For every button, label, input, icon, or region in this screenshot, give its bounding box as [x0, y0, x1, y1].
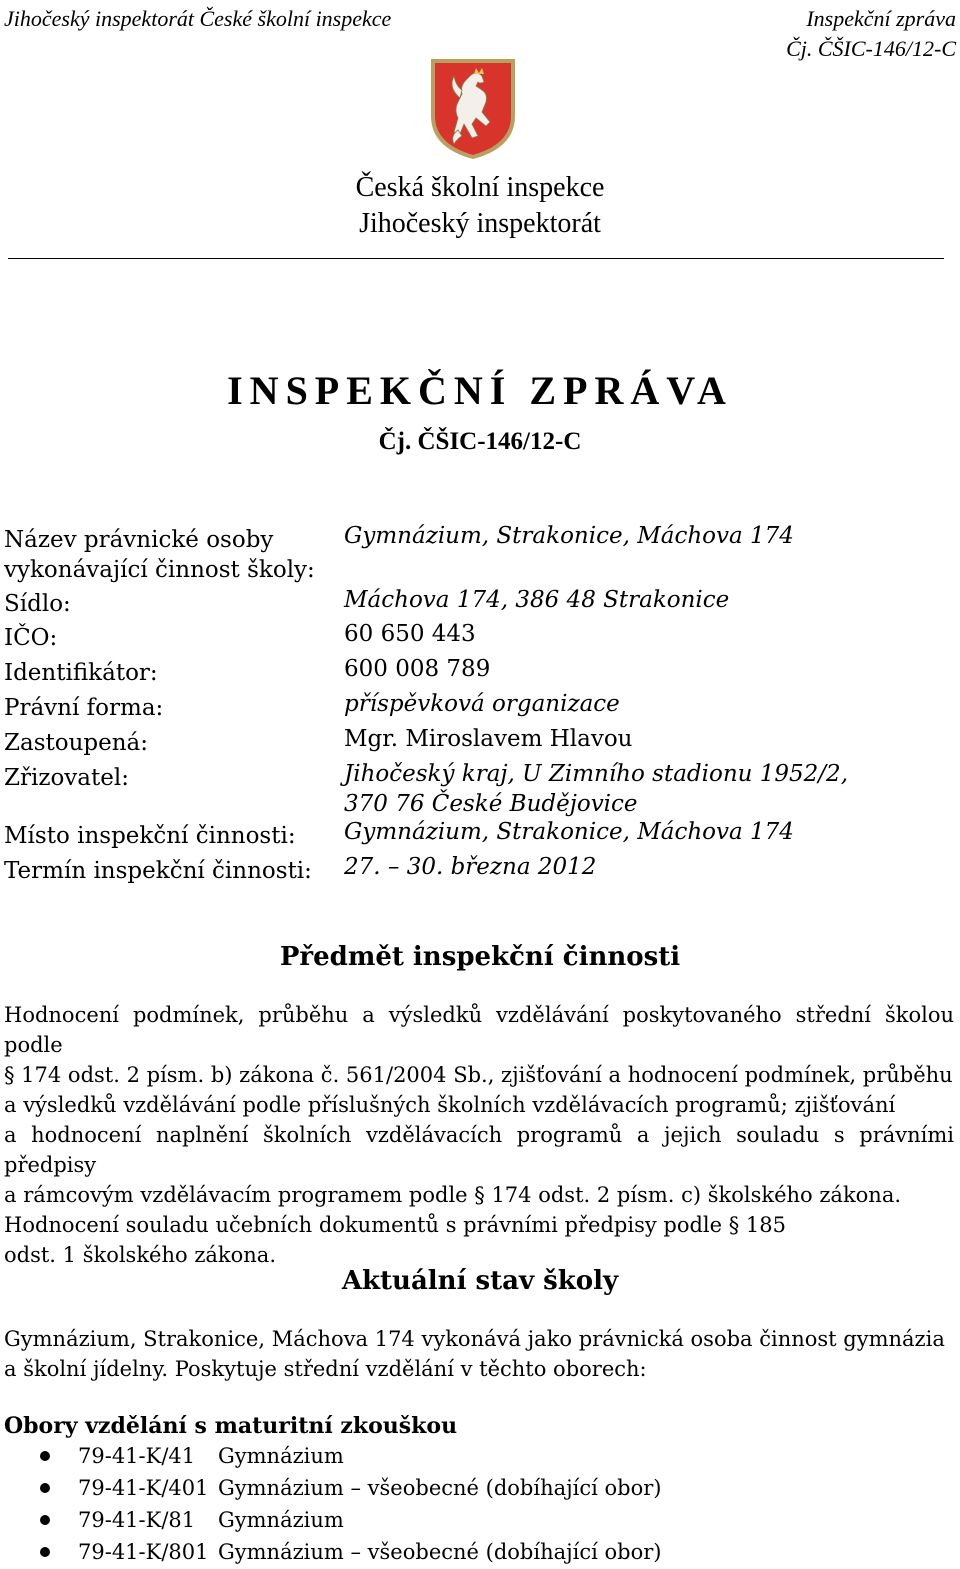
subject-heading: Předmět inspekční činnosti: [279, 942, 681, 972]
name-value: Gymnázium, Strakonice, Máchova 174: [344, 523, 794, 549]
name-label-line1: Název právnické osoby: [4, 527, 274, 553]
place-label: Místo inspekční činnosti:: [4, 823, 296, 849]
ico-value: 60 650 443: [344, 621, 476, 647]
list-item: [40, 1504, 344, 1536]
header-right-title: Inspekční zpráva: [806, 6, 956, 31]
field-name: Gymnázium: [218, 1508, 344, 1532]
fields-list-heading: Obory vzdělání s maturitní zkouškou: [4, 1413, 458, 1439]
coat-of-arms-emblem: [430, 58, 516, 160]
header-right-ref: Čj. ČŠIC-146/12-C: [786, 36, 956, 61]
report-title: INSPEKČNÍ ZPRÁVA: [227, 368, 733, 413]
field-code: 79-41-K/401: [78, 1476, 209, 1500]
bullet-icon: [40, 1451, 50, 1461]
subject-line-7: odst. 1 školského zákona.: [4, 1243, 276, 1267]
seat-value: Máchova 174, 386 48 Strakonice: [344, 587, 730, 613]
field-name: Gymnázium – všeobecné (dobíhající obor): [218, 1540, 662, 1564]
founder-value-line1: Jihočeský kraj, U Zimního stadionu 1952/2,: [344, 761, 849, 787]
status-line-2: a školní jídelny. Poskytuje střední vzdělání v těchto oborech:: [4, 1357, 647, 1381]
term-value: 27. – 30. března 2012: [344, 854, 597, 880]
identifier-value: 600 008 789: [344, 656, 491, 682]
represented-value: Mgr. Miroslavem Hlavou: [344, 726, 633, 752]
bullet-icon: [40, 1547, 50, 1557]
term-label: Termín inspekční činnosti:: [4, 858, 312, 884]
legal-form-label: Právní forma:: [4, 695, 164, 721]
list-item: [40, 1440, 344, 1472]
field-code: 79-41-K/81: [78, 1508, 196, 1532]
subject-line-2: § 174 odst. 2 písm. b) zákona č. 561/2004 Sb., zjišťování a hodnocení podmínek, průběhu: [4, 1063, 953, 1087]
field-code: 79-41-K/41: [78, 1444, 196, 1468]
seat-label: Sídlo:: [4, 591, 71, 617]
status-heading: Aktuální stav školy: [341, 1266, 619, 1296]
subject-line-3: a výsledků vzdělávání podle příslušných školních vzdělávacích programů; zjišťování: [4, 1093, 896, 1117]
subject-paragraph: [4, 1000, 954, 1270]
bullet-icon: [40, 1515, 50, 1525]
place-value: Gymnázium, Strakonice, Máchova 174: [344, 819, 794, 845]
status-line-1: Gymnázium, Strakonice, Máchova 174 vykonává jako právnická osoba činnost gymnázia: [4, 1327, 945, 1351]
ico-label: IČO:: [4, 625, 58, 651]
header-divider: [8, 258, 944, 259]
founder-label: Zřizovatel:: [4, 765, 129, 791]
status-paragraph: [4, 1324, 954, 1384]
list-item: [40, 1472, 661, 1504]
subject-line-4: a hodnocení naplnění školních vzdělávacích programů a jejich souladu s právními předpisy: [4, 1123, 954, 1177]
subject-line-1: Hodnocení podmínek, průběhu a výsledků vzdělávání poskytovaného střední školou podle: [4, 1003, 954, 1057]
header-right: [786, 4, 956, 64]
identifier-label: Identifikátor:: [4, 660, 158, 686]
field-name: Gymnázium: [218, 1444, 344, 1468]
subject-line-5: a rámcovým vzdělávacím programem podle § 174 odst. 2 písm. c) školského zákona.: [4, 1183, 902, 1207]
report-reference: Čj. ČŠIC-146/12-C: [378, 428, 582, 455]
bullet-icon: [40, 1483, 50, 1493]
field-code: 79-41-K/801: [78, 1540, 209, 1564]
subject-line-6: Hodnocení souladu učebních dokumentů s právními předpisy podle § 185: [4, 1213, 786, 1237]
represented-label: Zastoupená:: [4, 730, 149, 756]
header-left: Jihočeský inspektorát České školní inspekce: [4, 6, 392, 31]
field-name: Gymnázium – všeobecné (dobíhající obor): [218, 1476, 662, 1500]
name-label-line2: vykonávající činnost školy:: [4, 557, 315, 583]
org-title-line1: Česká školní inspekce: [355, 172, 605, 203]
founder-value-line2: 370 76 České Budějovice: [344, 791, 638, 817]
list-item: [40, 1536, 661, 1568]
legal-form-value: příspěvková organizace: [344, 691, 620, 717]
org-title-line2: Jihočeský inspektorát: [359, 208, 601, 239]
